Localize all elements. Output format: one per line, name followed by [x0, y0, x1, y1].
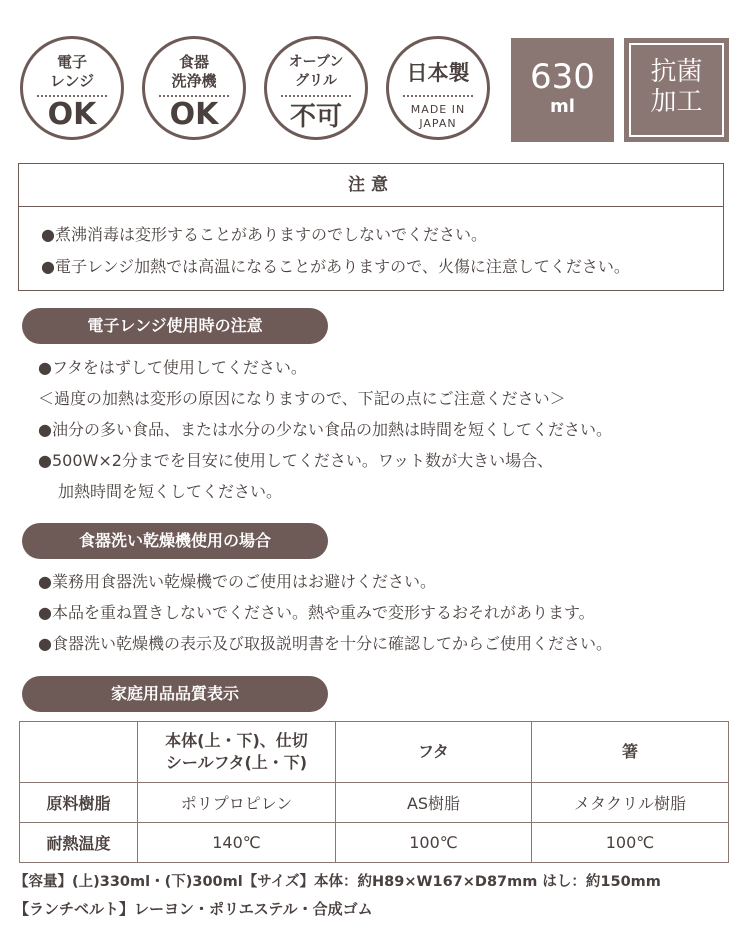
row-header: 原料樹脂: [20, 783, 138, 823]
dishwasher-ok-badge: [142, 36, 246, 140]
list-item: ●業務用食器洗い乾燥機でのご使用はお避けください。: [38, 572, 436, 591]
table-cell: 100℃: [532, 823, 729, 863]
dotted-divider: [281, 95, 351, 97]
table-header-cell: フタ: [336, 722, 532, 783]
table-row: [20, 783, 729, 823]
microwave-ok-badge: [20, 36, 124, 140]
table-header-cell: 本体(上・下)、仕切 シールフタ(上・下): [138, 722, 336, 783]
microwave-notes: [38, 352, 612, 507]
list-item: ●油分の多い食品、または水分の少ない食品の加熱は時間を短くしてください。: [38, 420, 612, 439]
badge-status: OK: [169, 97, 219, 132]
quality-table: [19, 721, 729, 863]
antibacterial-label: 抗菌 加工: [629, 43, 724, 137]
badge-status: MADE IN JAPAN: [410, 103, 466, 130]
table-header-cell: [20, 722, 138, 783]
table-cell: メタクリル樹脂: [532, 783, 729, 823]
capacity-badge: [511, 38, 614, 142]
capacity-value: 630: [530, 57, 595, 97]
list-item: ●本品を重ね置きしないでください。熱や重みで変形するおそれがあります。: [38, 603, 595, 622]
dishwasher-notes: [38, 566, 612, 659]
badge-label: オーブン グリル: [288, 54, 344, 89]
notice-box: [18, 163, 724, 291]
list-item: ●フタをはずして使用してください。: [38, 358, 307, 377]
list-item: ●食器洗い乾燥機の表示及び取扱説明書を十分に確認してからご使用ください。: [38, 634, 612, 653]
antibacterial-badge: [624, 38, 729, 142]
badge-status: 不可: [289, 102, 342, 132]
microwave-section-heading: 電子レンジ使用時の注意: [22, 308, 328, 344]
notice-body: [19, 207, 723, 283]
table-header-cell: 箸: [532, 722, 729, 783]
badge-status: OK: [47, 97, 97, 132]
dishwasher-section-heading: 食器洗い乾燥機使用の場合: [22, 523, 328, 559]
table-header-row: [20, 722, 729, 783]
badge-label: 食器 洗浄機: [171, 53, 217, 90]
badge-label: 日本製: [406, 61, 470, 85]
list-item: 加熱時間を短くしてください。: [58, 482, 283, 501]
oven-grill-badge: [264, 36, 368, 140]
notice-line: ●電子レンジ加熱では高温になることがありますので、火傷に注意してください。: [41, 257, 630, 276]
list-item: ＜過度の加熱は変形の原因になりますので、下記の点にご注意ください＞: [38, 389, 566, 408]
badge-label: 電子 レンジ: [49, 53, 95, 90]
table-row: [20, 823, 729, 863]
table-cell: 140℃: [138, 823, 336, 863]
made-in-japan-badge: [386, 36, 490, 140]
capacity-unit: ml: [550, 96, 575, 117]
table-cell: AS樹脂: [336, 783, 532, 823]
table-cell: ポリプロピレン: [138, 783, 336, 823]
spec-line: 【ランチベルト】レーヨン・ポリエステル・合成ゴム: [14, 900, 373, 918]
notice-line: ●煮沸消毒は変形することがありますのでしないでください。: [41, 225, 487, 244]
list-item: ●500W×2分までを目安に使用してください。ワット数が大きい場合、: [38, 451, 554, 470]
table-cell: 100℃: [336, 823, 532, 863]
dotted-divider: [403, 95, 473, 97]
quality-section-heading: 家庭用品品質表示: [22, 676, 328, 712]
notice-title: 注意: [19, 164, 723, 207]
feature-badges: [0, 0, 750, 160]
spec-line: 【容量】(上)330ml・(下)300ml【サイズ】本体：約H89×W167×D87mm はし：約150mm: [14, 874, 661, 890]
row-header: 耐熱温度: [20, 823, 138, 863]
